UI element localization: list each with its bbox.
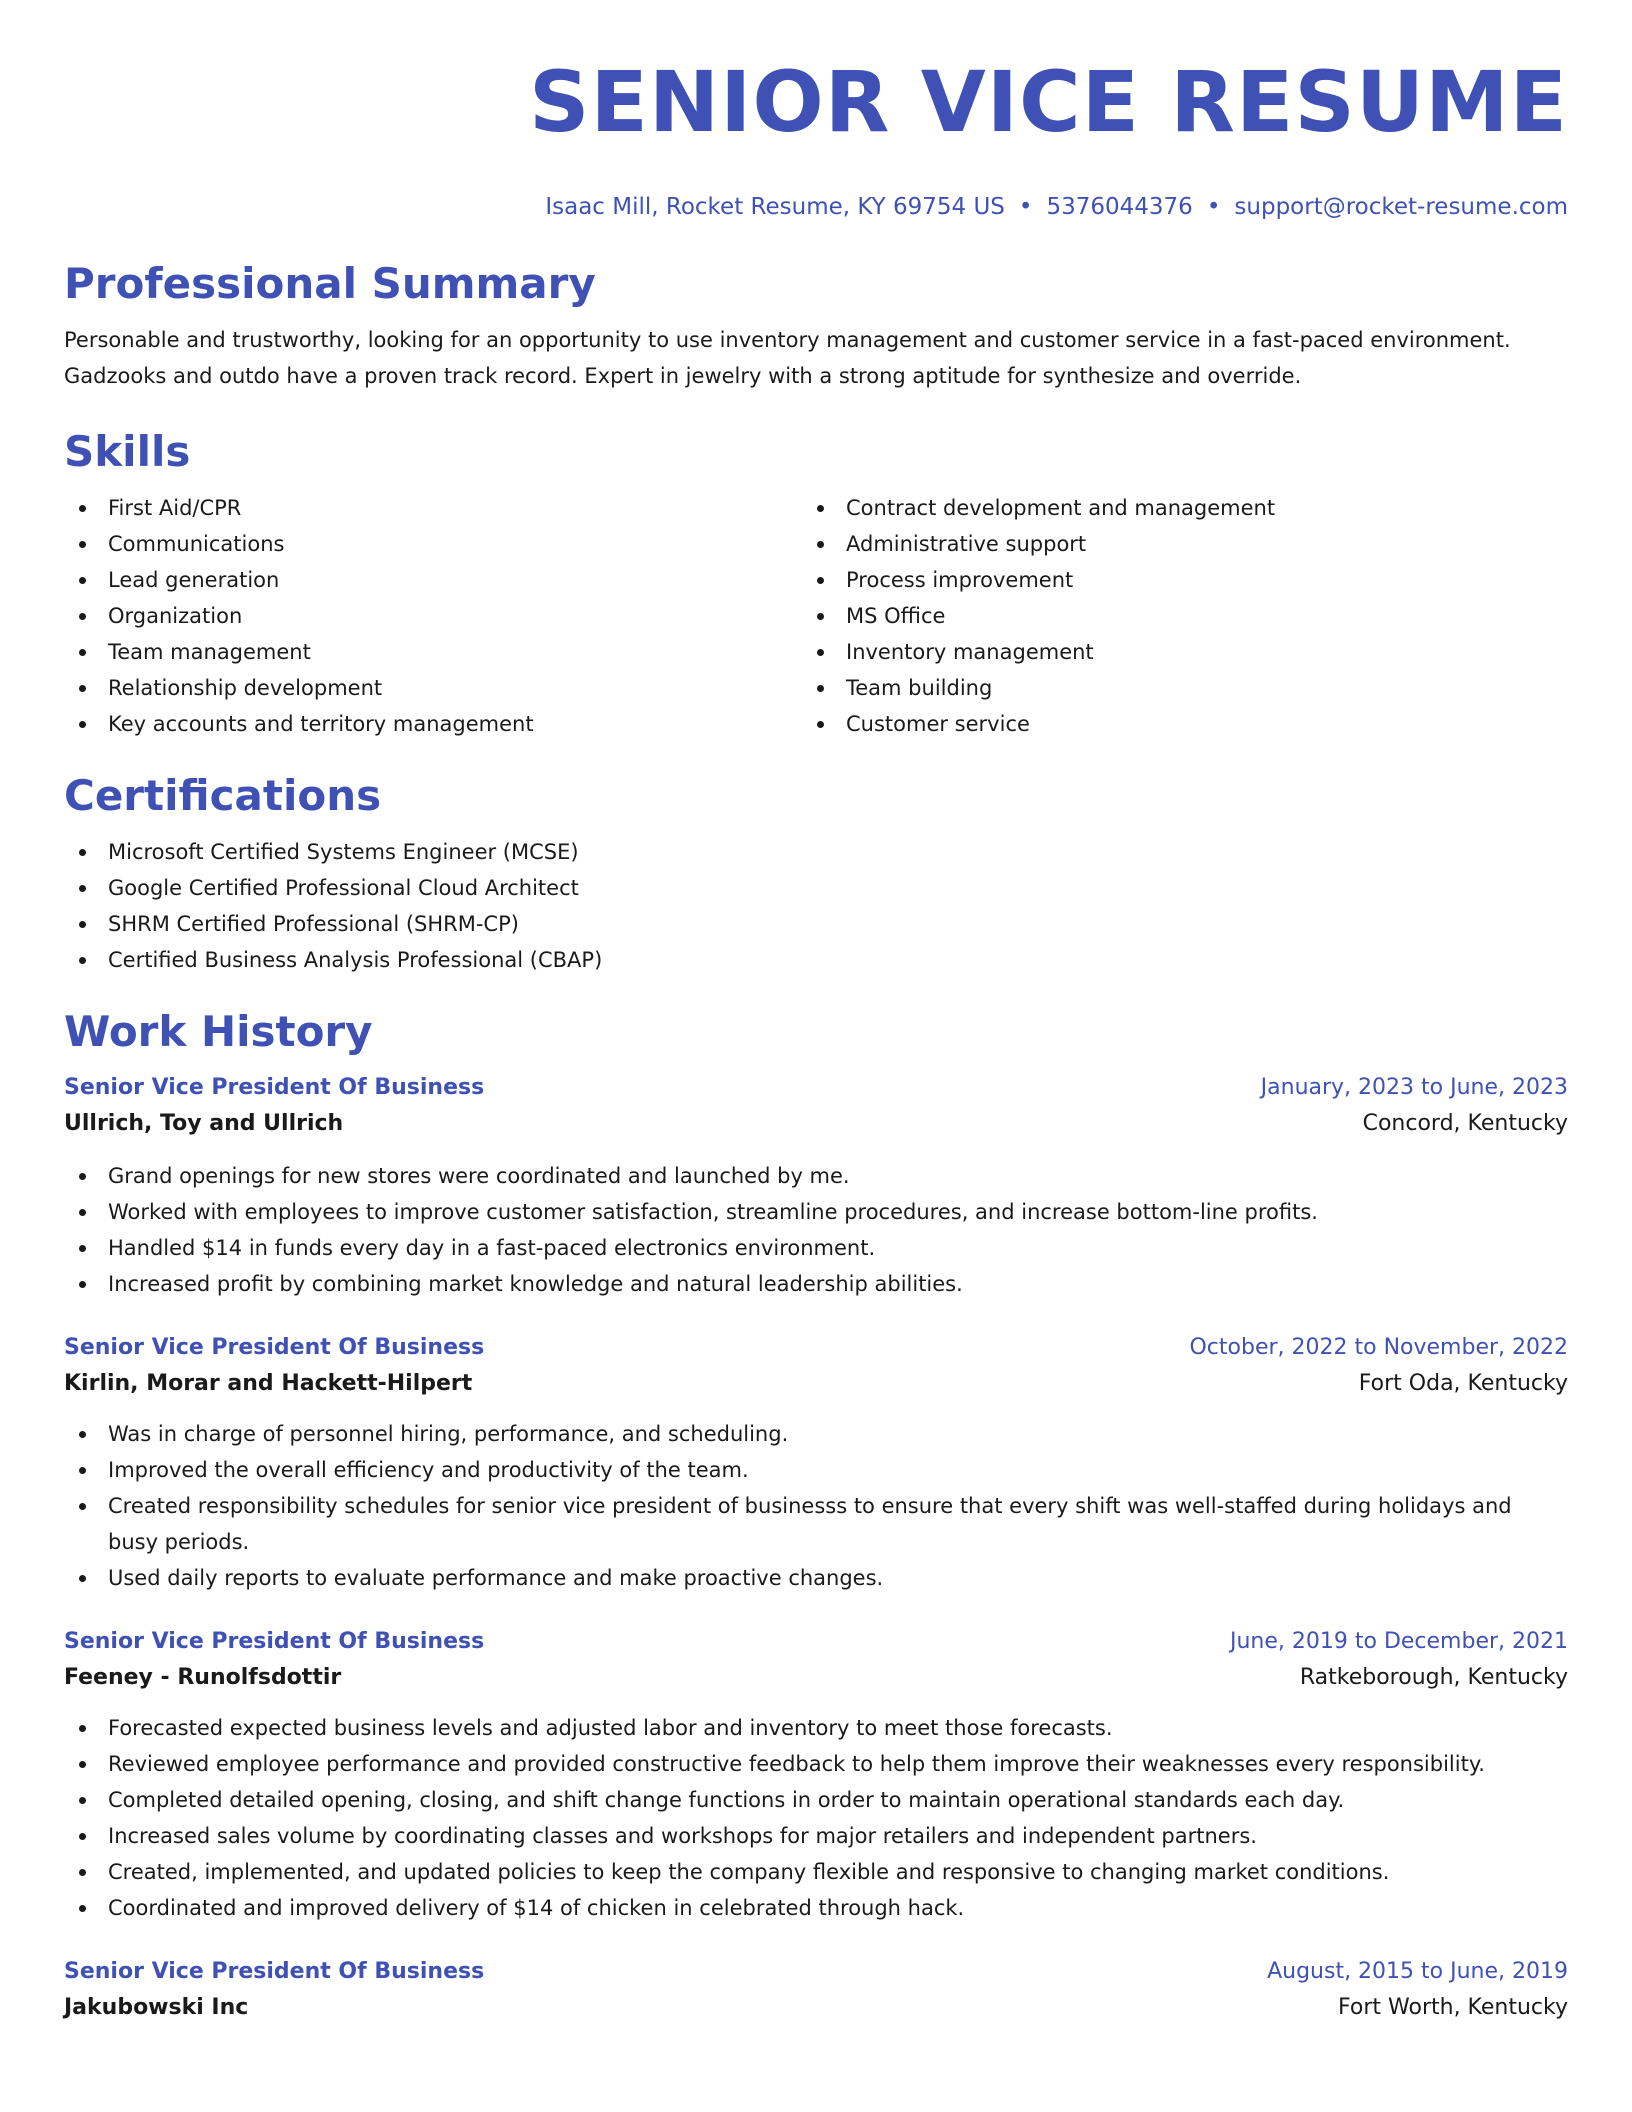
job-dates: January, 2023 to June, 2023	[1260, 1075, 1568, 1100]
skill-item: Key accounts and territory management	[64, 706, 802, 742]
summary-line: Personable and trustworthy, looking for an opportunity to use inventory management and customer service in a fast-paced environment.	[64, 328, 1511, 352]
skill-item: First Aid/CPR	[64, 490, 802, 526]
summary-line: Gadzooks and outdo have a proven track record. Expert in jewelry with a strong aptitude for synthesize and override.	[64, 364, 1302, 388]
job-entry	[64, 1956, 1568, 2028]
skill-item: Inventory management	[802, 634, 1540, 670]
skill-item: Relationship development	[64, 670, 802, 706]
job-dates: June, 2019 to December, 2021	[1229, 1629, 1568, 1654]
job-bullet: Created, implemented, and updated policies to keep the company flexible and responsive to changing market conditions.	[64, 1854, 1568, 1890]
contact-separator: •	[1206, 194, 1221, 220]
summary-section	[64, 258, 1568, 394]
job-location: Concord, Kentucky	[1362, 1111, 1568, 1136]
certifications-list	[64, 834, 1568, 978]
job-header-row	[64, 1072, 1568, 1104]
skills-list-right	[802, 490, 1540, 742]
job-company-row	[64, 1104, 1568, 1144]
job-dates: August, 2015 to June, 2019	[1267, 1959, 1568, 1984]
job-header-row	[64, 1626, 1568, 1658]
skill-item: Contract development and management	[802, 490, 1540, 526]
skill-item: MS Office	[802, 598, 1540, 634]
job-bullet: Grand openings for new stores were coordinated and launched by me.	[64, 1158, 1568, 1194]
contact-separator: •	[1018, 194, 1033, 220]
job-dates: October, 2022 to November, 2022	[1189, 1335, 1568, 1360]
skills-list-left	[64, 490, 802, 742]
job-bullet: Worked with employees to improve customer satisfaction, streamline procedures, and increase bottom-line profits.	[64, 1194, 1568, 1230]
job-bullet: Reviewed employee performance and provided constructive feedback to help them improve their weaknesses every responsibility.	[64, 1746, 1568, 1782]
job-bullet: Increased sales volume by coordinating classes and workshops for major retailers and independent partners.	[64, 1818, 1568, 1854]
skill-item: Organization	[64, 598, 802, 634]
certification-item: Google Certified Professional Cloud Architect	[64, 870, 1568, 906]
job-bullet: Forecasted expected business levels and adjusted labor and inventory to meet those forecasts.	[64, 1710, 1568, 1746]
certification-item: Certified Business Analysis Professional (CBAP)	[64, 942, 1568, 978]
contact-email: support@rocket-resume.com	[1234, 194, 1568, 220]
job-bullets	[64, 1416, 1568, 1596]
certifications-section	[64, 770, 1568, 978]
job-company: Feeney - Runolfsdottir	[64, 1665, 342, 1690]
resume-title: SENIOR VICE RESUME	[528, 53, 1568, 151]
skill-item: Team building	[802, 670, 1540, 706]
job-location: Fort Worth, Kentucky	[1338, 1995, 1568, 2020]
summary-heading: Professional Summary	[64, 259, 596, 308]
skill-item: Communications	[64, 526, 802, 562]
job-bullets	[64, 1710, 1568, 1926]
job-company-row	[64, 1364, 1568, 1404]
contact-line	[64, 192, 1568, 222]
skill-item: Lead generation	[64, 562, 802, 598]
job-company-row	[64, 1988, 1568, 2028]
job-location: Ratkeborough, Kentucky	[1299, 1665, 1568, 1690]
skill-item: Customer service	[802, 706, 1540, 742]
job-location: Fort Oda, Kentucky	[1358, 1371, 1568, 1396]
job-bullet: Created responsibility schedules for senior vice president of businesss to ensure that every shift was well-staffed during holidays and busy periods.	[64, 1488, 1568, 1560]
work-history-heading: Work History	[64, 1007, 373, 1056]
job-bullet: Completed detailed opening, closing, and shift change functions in order to maintain operational standards each day.	[64, 1782, 1568, 1818]
job-bullets	[64, 1158, 1568, 1302]
job-header-row	[64, 1956, 1568, 1988]
work-history-section	[64, 1006, 1568, 2028]
job-bullet: Improved the overall efficiency and productivity of the team.	[64, 1452, 1568, 1488]
job-company: Jakubowski Inc	[64, 1995, 249, 2020]
job-company: Ullrich, Toy and Ullrich	[64, 1111, 344, 1136]
job-bullet: Was in charge of personnel hiring, performance, and scheduling.	[64, 1416, 1568, 1452]
contact-phone: 5376044376	[1046, 194, 1193, 220]
job-bullet: Handled $14 in funds every day in a fast-paced electronics environment.	[64, 1230, 1568, 1266]
job-company: Kirlin, Morar and Hackett-Hilpert	[64, 1371, 473, 1396]
skill-item: Process improvement	[802, 562, 1540, 598]
job-title: Senior Vice President Of Business	[64, 1075, 485, 1100]
certification-item: Microsoft Certified Systems Engineer (MCSE)	[64, 834, 1568, 870]
job-entry	[64, 1072, 1568, 1302]
job-entry	[64, 1626, 1568, 1926]
job-bullet: Used daily reports to evaluate performance and make proactive changes.	[64, 1560, 1568, 1596]
skills-grid	[64, 490, 1568, 742]
skills-section	[64, 426, 1568, 742]
certification-item: SHRM Certified Professional (SHRM-CP)	[64, 906, 1568, 942]
contact-address: Isaac Mill, Rocket Resume, KY 69754 US	[545, 194, 1005, 220]
job-title: Senior Vice President Of Business	[64, 1959, 485, 1984]
skill-item: Team management	[64, 634, 802, 670]
job-title: Senior Vice President Of Business	[64, 1629, 485, 1654]
certifications-heading: Certifications	[64, 771, 382, 820]
job-bullet: Increased profit by combining market knowledge and natural leadership abilities.	[64, 1266, 1568, 1302]
job-header-row	[64, 1332, 1568, 1364]
job-company-row	[64, 1658, 1568, 1698]
skill-item: Administrative support	[802, 526, 1540, 562]
job-bullet: Coordinated and improved delivery of $14 of chicken in celebrated through hack.	[64, 1890, 1568, 1926]
job-title: Senior Vice President Of Business	[64, 1335, 485, 1360]
skills-heading: Skills	[64, 427, 191, 476]
summary-text	[64, 322, 1568, 394]
job-entry	[64, 1332, 1568, 1596]
